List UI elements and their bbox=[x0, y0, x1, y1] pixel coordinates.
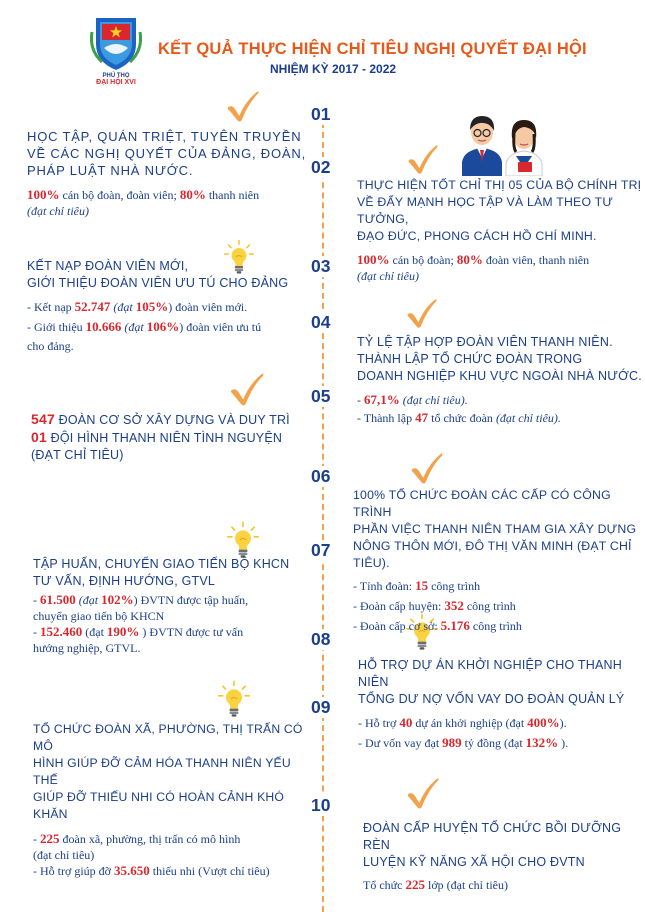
item-04-detail bbox=[357, 391, 642, 427]
stat-text: thiếu nhi (Vượt chỉ tiêu) bbox=[149, 864, 270, 878]
stat-text: - Dư vốn vay đạt bbox=[358, 736, 443, 750]
item-02-heading bbox=[357, 177, 642, 245]
stat-text: - Hỗ trợ bbox=[358, 716, 400, 730]
stat-text: công trình bbox=[428, 579, 481, 593]
stat-value: 10.666 bbox=[85, 319, 122, 334]
stat-text: - Kết nạp bbox=[27, 300, 75, 314]
heading-line: (ĐẠT CHỈ TIÊU) bbox=[31, 448, 124, 462]
item-01-heading bbox=[27, 128, 312, 179]
item-10 bbox=[363, 820, 643, 893]
step-number-10: 10 bbox=[311, 795, 331, 815]
heading-line: NÔNG THÔN MỚI, ĐÔ THỊ VĂN MINH (ĐẠT CHỈ bbox=[353, 539, 632, 553]
stat-text: - bbox=[33, 625, 40, 639]
stat-text: - Tỉnh đoàn: bbox=[353, 579, 416, 593]
stat-value: 5.176 bbox=[440, 618, 470, 633]
stat-text: (đạt chỉ tiêu) bbox=[33, 848, 95, 862]
step-number-06: 06 bbox=[311, 466, 331, 486]
item-10-heading bbox=[363, 820, 643, 871]
stat-text: - Giới thiệu bbox=[27, 320, 86, 334]
item-06-detail bbox=[353, 576, 638, 636]
item-04-heading bbox=[357, 334, 642, 385]
checkmark-icon bbox=[408, 450, 444, 486]
logo-line1: PHÚ THỌ bbox=[102, 73, 130, 79]
item-03-heading bbox=[27, 258, 312, 292]
stat-value: 47 bbox=[415, 410, 429, 425]
item-02-detail bbox=[357, 252, 642, 284]
stat-text: ) đoàn viên mới. bbox=[168, 300, 248, 314]
item-06 bbox=[353, 487, 638, 636]
checkmark-icon bbox=[227, 370, 265, 408]
item-09 bbox=[33, 721, 318, 879]
stat-text: - Đoàn cấp cơ sở: bbox=[353, 619, 441, 633]
item-08-heading bbox=[358, 657, 643, 708]
stat-text: Tổ chức bbox=[363, 878, 406, 892]
stat-value: 102% bbox=[101, 592, 134, 607]
logo-emblem-icon bbox=[86, 10, 146, 72]
stat-text: - bbox=[33, 593, 40, 607]
heading-line: THỰC HIỆN TỐT CHỈ THỊ 05 CỦA BỘ CHÍNH TRỊ bbox=[357, 178, 642, 192]
heading-line: GIÚP ĐỠ THIẾU NHI CÓ HOÀN CẢNH KHÓ KHĂN bbox=[33, 790, 285, 821]
item-10-detail bbox=[363, 877, 643, 893]
logo-line2: ĐẠI HỘI XVI bbox=[96, 79, 136, 86]
stat-text: dự án khởi nghiệp (đạt bbox=[412, 716, 528, 730]
stat-value: 190% bbox=[106, 624, 140, 639]
stat-text: tỷ đồng (đạt bbox=[461, 736, 526, 750]
stat-note: (đạt chỉ tiêu) bbox=[27, 204, 89, 218]
lightbulb-icon bbox=[227, 520, 259, 560]
stat-text: ) ĐVTN được tập huấn, bbox=[133, 593, 249, 607]
stat-value: 225 bbox=[405, 877, 425, 892]
stat-value: 01 bbox=[31, 429, 47, 445]
stat-value: 52.747 bbox=[74, 299, 111, 314]
heading-line: KẾT NẠP ĐOÀN VIÊN MỚI, bbox=[27, 259, 189, 273]
stat-text: cán bộ đoàn, đoàn viên; bbox=[59, 188, 180, 202]
stat-value: 225 bbox=[40, 831, 60, 846]
page-title: KẾT QUẢ THỰC HIỆN CHỈ TIÊU NGHỊ QUYẾT ĐẠI HỘI bbox=[158, 40, 587, 58]
stat-value: 100% bbox=[357, 252, 390, 267]
heading-line: HỖ TRỢ DỰ ÁN KHỞI NGHIỆP CHO THANH NIÊN bbox=[358, 658, 622, 689]
item-09-detail bbox=[33, 831, 318, 879]
stat-text: lớp (đạt chỉ tiêu) bbox=[425, 878, 508, 892]
checkmark-icon bbox=[404, 775, 440, 811]
stat-text: đoàn xã, phường, thị trấn có mô hình bbox=[59, 832, 241, 846]
step-number-08: 08 bbox=[311, 629, 331, 649]
heading-line: THÀNH LẬP TỔ CHỨC ĐOÀN TRONG bbox=[357, 352, 583, 366]
stat-text: thanh niên bbox=[205, 188, 260, 202]
stat-text: ) đoàn viên ưu tú bbox=[179, 320, 262, 334]
item-01-detail bbox=[27, 187, 312, 219]
stat-text: tổ chức đoàn bbox=[428, 411, 496, 425]
stat-text: - Đoàn cấp huyện: bbox=[353, 599, 445, 613]
stat-value: 547 bbox=[31, 411, 55, 427]
stat-value: 105% bbox=[135, 299, 169, 314]
stat-note: (đạt chỉ tiêu) bbox=[357, 269, 419, 283]
heading-line: PHÁP LUẬT NHÀ NƯỚC. bbox=[27, 163, 194, 178]
stat-text: - Thành lập bbox=[357, 411, 416, 425]
item-05 bbox=[31, 411, 316, 464]
stat-text: - bbox=[33, 832, 40, 846]
heading-line: TỔNG DƯ NỢ VỐN VAY DO ĐOÀN QUẢN LÝ bbox=[358, 692, 625, 706]
heading-line: TẬP HUẤN, CHUYỂN GIAO TIẾN BỘ KHCN bbox=[33, 557, 290, 571]
timeline-axis bbox=[322, 122, 324, 912]
stat-text: - Hỗ trợ giúp đỡ bbox=[33, 864, 115, 878]
stat-value: 106% bbox=[146, 319, 180, 334]
heading-line: ĐOÀN CẤP HUYỆN TỔ CHỨC BỒI DƯỠNG RÈN bbox=[363, 821, 622, 852]
heading-line: 100% TỔ CHỨC ĐOÀN CÁC CẤP CÓ CÔNG TRÌNH bbox=[353, 488, 611, 519]
item-07-heading bbox=[33, 556, 318, 590]
heading-line: TỶ LỆ TẬP HỢP ĐOÀN VIÊN THANH NIÊN. bbox=[357, 335, 613, 349]
stat-value: 67,1% bbox=[364, 392, 400, 407]
stat-value: 152.460 bbox=[40, 624, 83, 639]
lightbulb-icon bbox=[218, 679, 250, 719]
heading-line: ĐỘI HÌNH THANH NIÊN TÌNH NGUYỆN bbox=[46, 431, 283, 445]
checkmark-icon bbox=[404, 296, 438, 330]
step-number-03: 03 bbox=[311, 256, 331, 276]
item-07-detail bbox=[33, 592, 318, 656]
stat-text: cho đảng. bbox=[27, 339, 74, 353]
heading-line: ĐOÀN CƠ SỞ XÂY DỰNG VÀ DUY TRÌ bbox=[54, 413, 290, 427]
stat-value: 40 bbox=[399, 715, 413, 730]
checkmark-icon bbox=[224, 88, 260, 124]
heading-line: HÌNH GIÚP ĐỠ CẢM HÓA THANH NIÊN YẾU THẾ bbox=[33, 756, 291, 787]
heading-line: HỌC TẬP, QUÁN TRIỆT, TUYÊN TRUYỀN bbox=[27, 129, 302, 144]
stat-text: ) ĐVTN được tư vấn bbox=[139, 625, 244, 639]
heading-line: LUYỆN KỸ NĂNG XÃ HỘI CHO ĐVTN bbox=[363, 855, 585, 869]
stat-text: ). bbox=[558, 736, 569, 750]
item-04 bbox=[357, 334, 642, 427]
stat-value: 100% bbox=[27, 187, 60, 202]
item-08-detail bbox=[358, 713, 643, 753]
stat-text: công trình bbox=[469, 619, 522, 633]
stat-value: 15 bbox=[415, 578, 429, 593]
stat-text: (đạt chỉ tiêu). bbox=[495, 411, 561, 425]
stat-text: (đạt bbox=[110, 300, 136, 314]
item-03-detail bbox=[27, 297, 312, 356]
stat-text: hướng nghiệp, GTVL. bbox=[33, 640, 141, 655]
stat-text: cán bộ đoàn; bbox=[389, 253, 457, 267]
logo bbox=[86, 10, 146, 90]
stat-value: 35.650 bbox=[114, 863, 150, 878]
step-number-04: 04 bbox=[311, 312, 331, 332]
stat-value: 989 bbox=[442, 735, 462, 750]
heading-line: TƯ VẤN, ĐỊNH HƯỚNG, GTVL bbox=[33, 574, 216, 588]
stat-text: - bbox=[357, 393, 364, 407]
item-07 bbox=[33, 556, 318, 656]
stat-text: (đạt bbox=[82, 625, 107, 639]
stat-value: 352 bbox=[444, 598, 464, 613]
heading-line: VỀ CÁC NGHỊ QUYẾT CỦA ĐẢNG, ĐOÀN, bbox=[27, 146, 306, 161]
stat-text: (đạt bbox=[75, 593, 102, 607]
stat-value: 80% bbox=[179, 187, 206, 202]
stat-text: ). bbox=[559, 716, 567, 730]
checkmark-icon bbox=[405, 142, 439, 176]
item-03 bbox=[27, 258, 312, 356]
stat-text: đoàn viên, thanh niên bbox=[482, 253, 590, 267]
stat-text: công trình bbox=[463, 599, 516, 613]
step-number-09: 09 bbox=[311, 697, 331, 717]
step-number-01: 01 bbox=[311, 104, 331, 124]
stat-text: chuyển giao tiến bộ KHCN bbox=[33, 608, 165, 623]
heading-line: PHẦN VIỆC THANH NIÊN THAM GIA XÂY DỰNG bbox=[353, 522, 637, 536]
stat-text: (đạt bbox=[121, 320, 147, 334]
page-subtitle: NHIỆM KỲ 2017 - 2022 bbox=[270, 62, 397, 76]
stat-text: (đạt chỉ tiêu). bbox=[399, 393, 468, 407]
heading-line: ĐẠO ĐỨC, PHONG CÁCH HỒ CHÍ MINH. bbox=[357, 229, 597, 243]
stat-value: 61.500 bbox=[40, 592, 76, 607]
heading-line: GIỚI THIỆU ĐOÀN VIÊN ƯU TÚ CHO ĐẢNG bbox=[27, 276, 289, 290]
step-number-05: 05 bbox=[311, 386, 331, 406]
stat-value: 80% bbox=[456, 252, 483, 267]
heading-line: VỀ ĐẨY MẠNH HỌC TẬP VÀ LÀM THEO TƯ TƯỞNG, bbox=[357, 195, 614, 226]
item-09-heading bbox=[33, 721, 318, 823]
step-number-02: 02 bbox=[311, 157, 331, 177]
item-02 bbox=[357, 177, 642, 284]
step-number-07: 07 bbox=[311, 540, 331, 560]
stat-value: 132% bbox=[525, 735, 559, 750]
item-01 bbox=[27, 128, 312, 219]
stat-value: 400% bbox=[527, 715, 560, 730]
heading-line: TỔ CHỨC ĐOÀN XÃ, PHƯỜNG, THỊ TRẤN CÓ MÔ bbox=[33, 722, 303, 753]
heading-line: TIÊU). bbox=[353, 556, 390, 570]
item-06-heading bbox=[353, 487, 638, 572]
heading-line: DOANH NGHIỆP KHU VỰC NGOÀI NHÀ NƯỚC. bbox=[357, 369, 642, 383]
item-05-heading bbox=[31, 411, 316, 464]
item-08 bbox=[358, 657, 643, 753]
students-illustration-icon bbox=[458, 104, 550, 176]
